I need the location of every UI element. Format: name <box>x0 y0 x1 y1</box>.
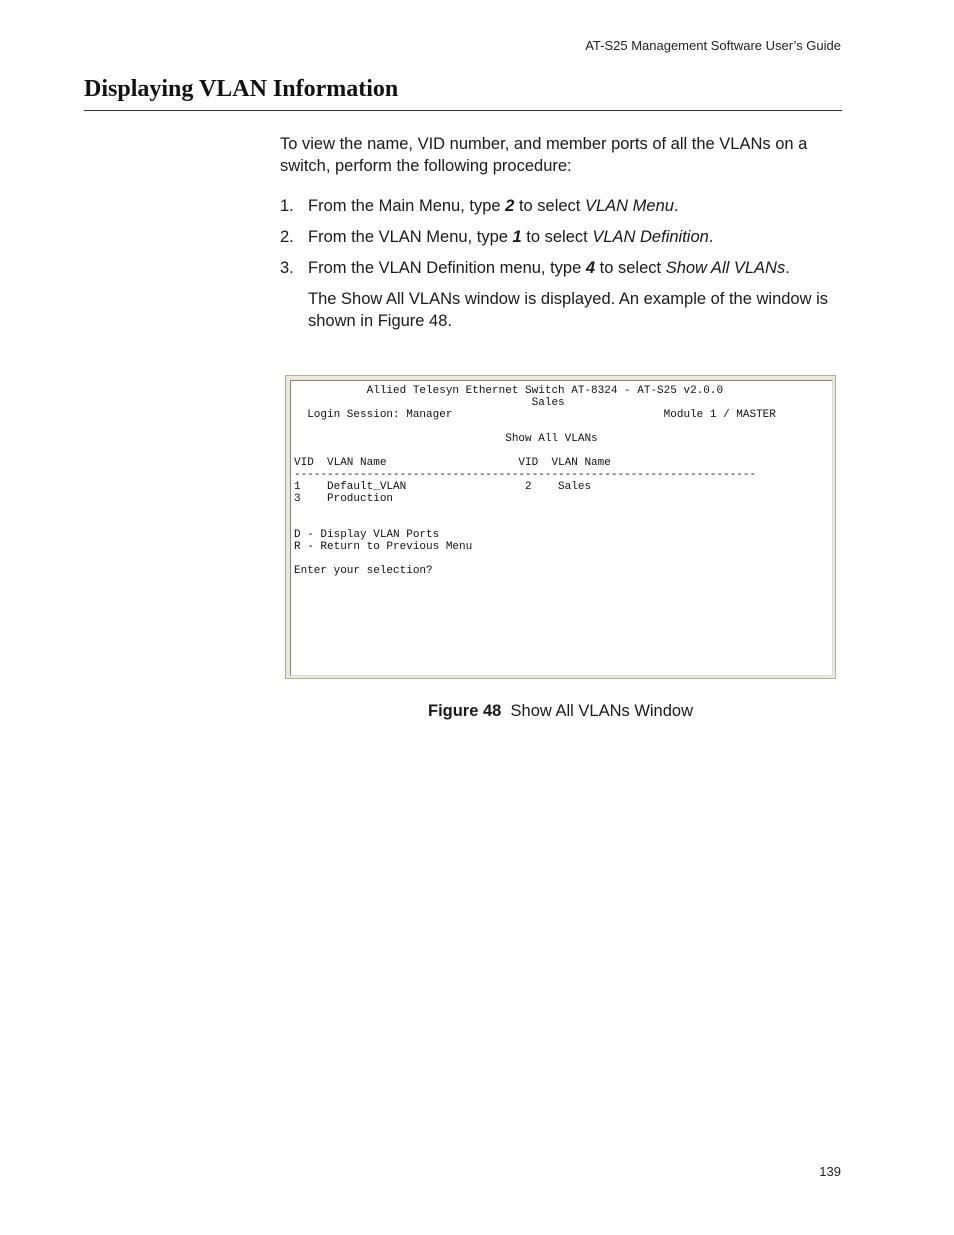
step-target: VLAN Definition <box>592 228 709 246</box>
terminal-line: 3 Production <box>294 493 394 505</box>
step-text: From the VLAN Definition menu, type <box>308 259 586 277</box>
step-number: 2. <box>280 228 294 246</box>
terminal-line: Show All VLANs <box>294 433 598 445</box>
step-key: 1 <box>512 228 522 246</box>
step-number: 1. <box>280 197 294 215</box>
figure-caption-text: Show All VLANs Window <box>510 702 694 720</box>
step-1 <box>280 195 842 217</box>
step-key: 4 <box>585 259 596 277</box>
terminal-line: 1 Default_VLAN 2 Sales <box>294 481 592 493</box>
figure-label: Figure 48 <box>427 702 502 720</box>
step-text: From the Main Menu, type <box>308 197 506 215</box>
terminal-text <box>294 385 776 577</box>
terminal-screen <box>290 380 833 676</box>
figure-caption <box>0 702 954 721</box>
step-text: to select <box>521 228 593 246</box>
page-number: 139 <box>819 1164 841 1179</box>
step-2 <box>280 226 842 248</box>
section-title: Displaying VLAN Information <box>84 76 399 102</box>
title-rule <box>84 110 842 111</box>
step-key: 2 <box>505 197 515 215</box>
terminal-line: Sales <box>294 397 565 409</box>
terminal-line: Login Session: Manager Module 1 / MASTER <box>294 409 776 421</box>
step-text: . <box>708 228 714 246</box>
step-text: to select <box>514 197 585 215</box>
step-number: 3. <box>280 259 294 277</box>
terminal-line: ---------------------------------------------------------------------- <box>294 469 757 481</box>
terminal-line: Allied Telesyn Ethernet Switch AT-8324 - AT-S25 v2.0.0 <box>294 385 724 397</box>
step-text: to select <box>595 259 666 277</box>
step-text: . <box>673 197 679 215</box>
running-header: AT-S25 Management Software User’s Guide <box>585 38 841 53</box>
intro-paragraph: To view the name, VID number, and member ports of all the VLANs on a switch, perform the following procedure: <box>280 135 808 175</box>
step-target: VLAN Menu <box>584 197 674 215</box>
step-target: Show All VLANs <box>665 259 786 277</box>
terminal-line: Enter your selection? <box>294 565 433 577</box>
procedure-steps <box>280 195 842 332</box>
step-note: The Show All VLANs window is displayed. An example of the window is shown in Figure 48. <box>308 290 829 330</box>
terminal-line: D - Display VLAN Ports <box>294 529 440 541</box>
terminal-line: R - Return to Previous Menu <box>294 541 473 553</box>
step-text: From the VLAN Menu, type <box>308 228 513 246</box>
terminal-line: VID VLAN Name VID VLAN Name <box>294 457 611 469</box>
step-3 <box>280 257 842 279</box>
step-text: . <box>785 259 790 277</box>
terminal-window-figure <box>285 375 836 679</box>
